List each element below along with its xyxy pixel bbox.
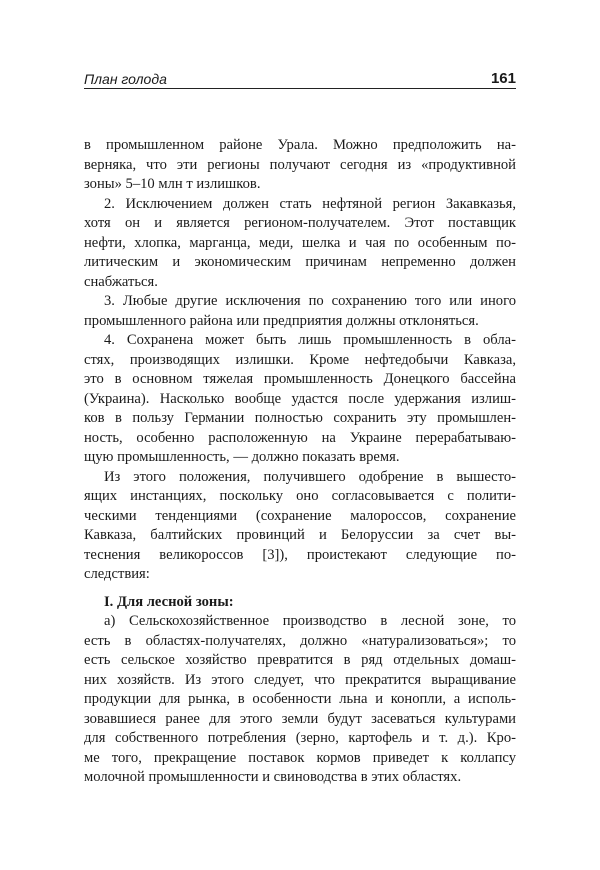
text-line: продукции для рынка, в особенности льна и конопли, а исполь- xyxy=(84,691,516,707)
text-line: 3. Любые другие исключения по сохранению того или иного xyxy=(104,293,516,309)
text-line: теснения великороссов [3]), проистекают следующие по- xyxy=(84,546,516,563)
text-line: Из этого положения, получившего одобрение в вышесто- xyxy=(104,468,516,485)
text-line: это в основном тяжелая промышленность Донецкого бассейна xyxy=(84,371,516,387)
page-body xyxy=(84,136,516,788)
text-line: щую промышленность, — должно показать время. xyxy=(84,449,400,465)
paragraph xyxy=(84,195,516,293)
text-line: зоны» 5–10 млн т излишков. xyxy=(84,176,261,192)
text-line: ков в пользу Германии полностью сохранить эту промышлен- xyxy=(84,410,516,426)
text-line: Кавказа, балтийских провинций и Белоруссии за счет вы- xyxy=(84,527,516,543)
text-line: I. Для лесной зоны: xyxy=(104,593,234,610)
paragraph xyxy=(84,612,516,788)
text-line: есть в областях-получателях, должно «натурализоваться»; то xyxy=(84,632,516,649)
text-line: ность, особенно расположенную на Украине перерабатываю- xyxy=(84,429,516,446)
text-line: для собственного потребления (зерно, картофель и т. д.). Кро- xyxy=(84,730,516,746)
running-title: План голода xyxy=(84,71,167,87)
running-header xyxy=(84,70,516,89)
text-line: стях, производящих излишки. Кроме нефтедобычи Кавказа, xyxy=(84,351,516,368)
paragraph xyxy=(84,331,516,468)
text-line: литическим и экономическим причинам непременно должен xyxy=(84,254,516,270)
text-line: (Украина). Насколько вообще удастся после удержания излиш- xyxy=(84,390,516,407)
text-line: верняка, что эти регионы получают сегодня из «продуктивной xyxy=(84,156,516,173)
text-line: снабжаться. xyxy=(84,273,158,290)
paragraph xyxy=(84,136,516,195)
text-line: в промышленном районе Урала. Можно предположить на- xyxy=(84,137,516,153)
text-line: ме того, прекращение поставок кормов приведет к коллапсу xyxy=(84,749,516,766)
text-line: а) Сельскохозяйственное производство в лесной зоне, то xyxy=(104,613,516,629)
text-line: есть сельское хозяйство превратится в ряд отдельных домаш- xyxy=(84,652,516,668)
paragraph xyxy=(84,468,516,585)
text-line: 4. Сохранена может быть лишь промышленность в обла- xyxy=(104,332,516,348)
text-line: ческими тенденциями (сохранение малороссов, сохранение xyxy=(84,507,516,524)
page-number: 161 xyxy=(490,70,516,87)
text-line: зовавшиеся ранее для этого земли будут засеваться культурами xyxy=(84,710,516,727)
text-line: хотя он и является регионом-получателем. Этот поставщик xyxy=(84,215,516,231)
text-line: следствия: xyxy=(84,566,150,582)
text-line: молочной промышленности и свиноводства в этих областях. xyxy=(84,769,462,785)
text-line: промышленного района или предприятия должны отклоняться. xyxy=(84,312,479,329)
section-heading xyxy=(84,593,516,613)
text-line: них хозяйств. Из этого следует, что прекратится выращивание xyxy=(84,671,516,688)
paragraph xyxy=(84,292,516,331)
text-line: 2. Исключением должен стать нефтяной регион Закавказья, xyxy=(104,195,516,212)
text-line: нефти, хлопка, марганца, меди, шелка и чая по особенным по- xyxy=(84,234,516,251)
text-line: ящих инстанциях, поскольку оно согласовывается с полити- xyxy=(84,488,516,504)
